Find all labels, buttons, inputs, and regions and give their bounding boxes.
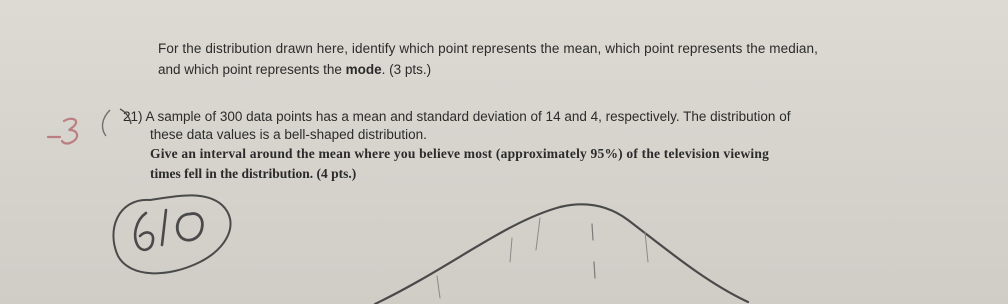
question-1-line-2-prefix: and which point represents the: [158, 62, 346, 77]
circled-score-6-10: [113, 195, 230, 273]
margin-score-mark: [48, 119, 77, 144]
curve-tick-mark: [592, 224, 593, 240]
curve-tick-mark: [594, 262, 595, 278]
question-21-line-4: times fell in the distribution. (4 pts.): [150, 166, 357, 181]
question-21-number: 21): [123, 109, 143, 124]
question-1-points: . (3 pts.): [381, 62, 432, 77]
bell-curve-drawing: [375, 204, 748, 304]
mode-word: mode: [345, 62, 382, 77]
check-tick-stroke: [120, 109, 131, 124]
question-21-line-3: Give an interval around the mean where you believe most (approximately 95%) of the television viewing: [150, 146, 770, 161]
bell-curve: [375, 204, 748, 304]
curve-tick-mark: [510, 238, 512, 262]
question-21-text-1: A sample of 300 data points has a mean and standard deviation of 14 and 4, respectively. The distribution of: [145, 109, 791, 124]
curve-tick-mark: [645, 232, 648, 262]
curve-tick-mark: [437, 276, 440, 298]
margin-bracket-stroke: [103, 110, 110, 136]
question-1-line-1: For the distribution drawn here, identify which point represents the mean, which point represents the median,: [158, 41, 818, 56]
question-21-line-2: these data values is a bell-shaped distribution.: [150, 127, 427, 142]
curve-tick-mark: [536, 218, 540, 250]
